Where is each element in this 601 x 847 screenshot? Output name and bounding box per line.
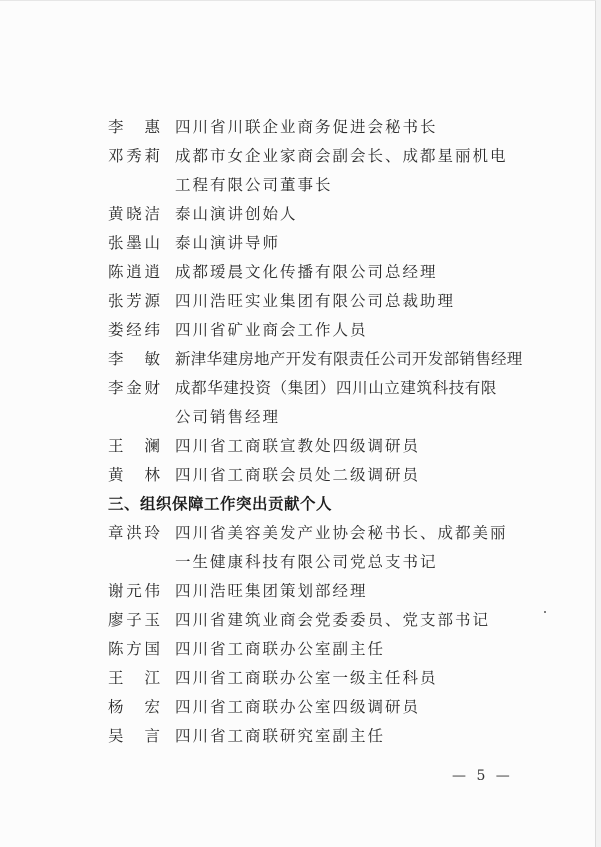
person-name: 章洪玲 bbox=[108, 524, 160, 542]
person-name: 娄经纬 bbox=[108, 321, 160, 339]
person-role: 一生健康科技有限公司党总支书记 bbox=[175, 553, 438, 571]
list-item bbox=[0, 519, 596, 548]
person-role: 公司销售经理 bbox=[175, 408, 281, 426]
list-item-continuation bbox=[0, 171, 596, 200]
list-item bbox=[0, 200, 596, 229]
person-role: 四川省矿业商会工作人员 bbox=[175, 321, 368, 339]
person-name: 张墨山 bbox=[108, 234, 160, 252]
list-item bbox=[0, 635, 596, 664]
person-name: 黄 林 bbox=[108, 466, 160, 484]
list-item bbox=[0, 461, 596, 490]
person-role: 四川浩旺实业集团有限公司总裁助理 bbox=[175, 292, 456, 310]
person-role: 四川省美容美发产业协会秘书长、成都美丽 bbox=[175, 524, 508, 542]
list-item bbox=[0, 142, 596, 171]
section-heading bbox=[0, 490, 596, 519]
list-item bbox=[0, 693, 596, 722]
list-item bbox=[0, 316, 596, 345]
list-item bbox=[0, 258, 596, 287]
person-name: 黄晓洁 bbox=[108, 205, 160, 223]
person-role: 泰山演讲创始人 bbox=[175, 205, 298, 223]
person-name: 谢元伟 bbox=[108, 582, 160, 600]
list-item-continuation bbox=[0, 548, 596, 577]
list-item-continuation bbox=[0, 403, 596, 432]
person-role: 四川浩旺集团策划部经理 bbox=[175, 582, 368, 600]
person-role: 新津华建房地产开发有限责任公司开发部销售经理 bbox=[175, 350, 523, 368]
list-item bbox=[0, 229, 596, 258]
person-name: 陈方国 bbox=[108, 640, 160, 658]
person-role: 四川省工商联办公室副主任 bbox=[175, 640, 386, 658]
person-role: 成都瑷晨文化传播有限公司总经理 bbox=[175, 263, 438, 281]
list-item bbox=[0, 577, 596, 606]
award-list bbox=[0, 113, 596, 751]
list-item bbox=[0, 722, 596, 751]
person-role: 四川省工商联研究室副主任 bbox=[175, 727, 386, 745]
person-role: 成都市女企业家商会副会长、成都星丽机电 bbox=[175, 147, 508, 165]
person-role: 泰山演讲导师 bbox=[175, 234, 281, 252]
section-heading-text: 三、组织保障工作突出贡献个人 bbox=[108, 495, 333, 513]
list-item bbox=[0, 287, 596, 316]
person-name: 王 澜 bbox=[108, 437, 160, 455]
list-item bbox=[0, 664, 596, 693]
person-role: 工程有限公司董事长 bbox=[175, 176, 333, 194]
person-name: 李金财 bbox=[108, 379, 160, 397]
list-item bbox=[0, 432, 596, 461]
person-role: 四川省工商联宣教处四级调研员 bbox=[175, 437, 421, 455]
person-name: 邓秀莉 bbox=[108, 147, 160, 165]
person-name: 吴 言 bbox=[108, 727, 160, 745]
person-role: 四川省建筑业商会党委委员、党支部书记 bbox=[175, 611, 491, 629]
person-name: 张芳源 bbox=[108, 292, 160, 310]
person-name: 廖子玉 bbox=[108, 611, 160, 629]
list-item bbox=[0, 374, 596, 403]
person-name: 杨 宏 bbox=[108, 698, 160, 716]
person-name: 陈逍逍 bbox=[108, 263, 160, 281]
person-name: 李 敏 bbox=[108, 350, 160, 368]
list-item bbox=[0, 606, 596, 635]
person-name: 王 江 bbox=[108, 669, 160, 687]
page-number: — 5 — bbox=[452, 768, 513, 784]
list-item bbox=[0, 345, 596, 374]
person-role: 四川省工商联办公室四级调研员 bbox=[175, 698, 421, 716]
page-edge bbox=[0, 0, 596, 1]
person-name: 李 惠 bbox=[108, 118, 160, 136]
person-role: 四川省工商联办公室一级主任科员 bbox=[175, 669, 438, 687]
person-role: 四川省川联企业商务促进会秘书长 bbox=[175, 118, 438, 136]
list-item bbox=[0, 113, 596, 142]
person-role: 成都华建投资（集团）四川山立建筑科技有限 bbox=[175, 379, 498, 397]
person-role: 四川省工商联会员处二级调研员 bbox=[175, 466, 421, 484]
scan-speck bbox=[544, 611, 546, 613]
